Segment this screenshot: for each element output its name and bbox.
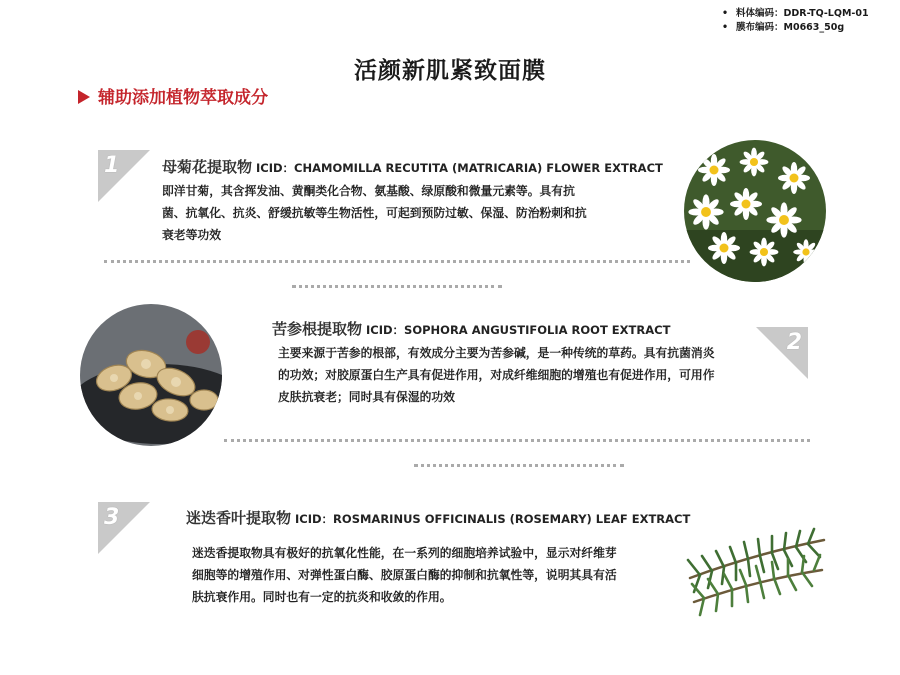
page-title: 活颜新肌紧致面膜 [354,58,546,84]
fabric-code: 膜布编码：M0663_50g [736,22,845,33]
ingredient-heading-1 [162,156,663,177]
ingredient-name: 苦参根提取物 [272,320,363,338]
ingredient-icid: ICID：CHAMOMILLA RECUTITA (MATRICARIA) FLOWER EXTRACT [256,161,663,175]
ingredient-name: 迷迭香叶提取物 [186,509,292,527]
dotted-divider-short [414,464,624,467]
description-line: 迷迭香提取物具有极好的抗氧化性能，在一系列的细胞培养试验中，显示对纤维芽 [192,546,617,560]
ingredient-description-1 [162,180,642,246]
badge-number: 3 [104,505,120,530]
bullet: • [722,22,729,33]
dotted-divider [104,260,690,263]
description-line: 细胞等的增殖作用、对弹性蛋白酶、胶原蛋白酶的抑制和抗氧性等，说明其具有活 [192,568,617,582]
chamomile-flowers-photo-icon [684,140,826,282]
ingredient-heading-3 [186,507,690,528]
dotted-divider [224,439,810,442]
sophora-root-slices-photo-icon [80,304,222,446]
ingredient-name: 母菊花提取物 [162,158,253,176]
number-badge-1 [98,150,150,202]
badge-number: 2 [786,330,802,355]
number-badge-2 [756,327,808,379]
description-line: 衰老等功效 [162,228,221,242]
badge-number: 1 [104,153,120,178]
bullet: • [722,8,729,19]
description-line: 菌、抗氧化、抗炎、舒缓抗敏等生物活性，可起到预防过敏、保湿、防治粉刺和抗 [162,206,587,220]
description-line: 肤抗衰作用。同时也有一定的抗炎和收敛的作用。 [192,590,452,604]
number-badge-3 [98,502,150,554]
document-codes [722,7,869,35]
description-line: 皮肤抗衰老；同时具有保湿的功效 [278,390,455,404]
ingredient-icid: ICID：ROSMARINUS OFFICINALIS (ROSEMARY) LEAF EXTRACT [295,512,691,526]
ingredient-description-3 [192,542,662,608]
description-line: 的功效；对胶原蛋白生产具有促进作用，对成纤维细胞的增殖也有促进作用，可用作 [278,368,715,382]
ingredient-heading-2 [272,318,670,339]
material-code: 料体编码：DDR-TQ-LQM-01 [736,8,869,19]
rosemary-sprigs-photo-icon [684,500,828,620]
description-line: 主要来源于苦参的根部，有效成分主要为苦参碱，是一种传统的草药。具有抗菌消炎 [278,346,715,360]
material-code-row [722,7,869,21]
triangle-bullet-icon [78,90,90,104]
ingredient-icid: ICID：SOPHORA ANGUSTIFOLIA ROOT EXTRACT [366,323,671,337]
dotted-divider-short [292,285,502,288]
section-subtitle-text: 辅助添加植物萃取成分 [98,88,268,108]
ingredient-description-2 [278,342,748,408]
description-line: 即洋甘菊，其含挥发油、黄酮类化合物、氨基酸、绿原酸和微量元素等。具有抗 [162,184,575,198]
fabric-code-row [722,21,869,35]
section-subtitle [78,83,268,108]
